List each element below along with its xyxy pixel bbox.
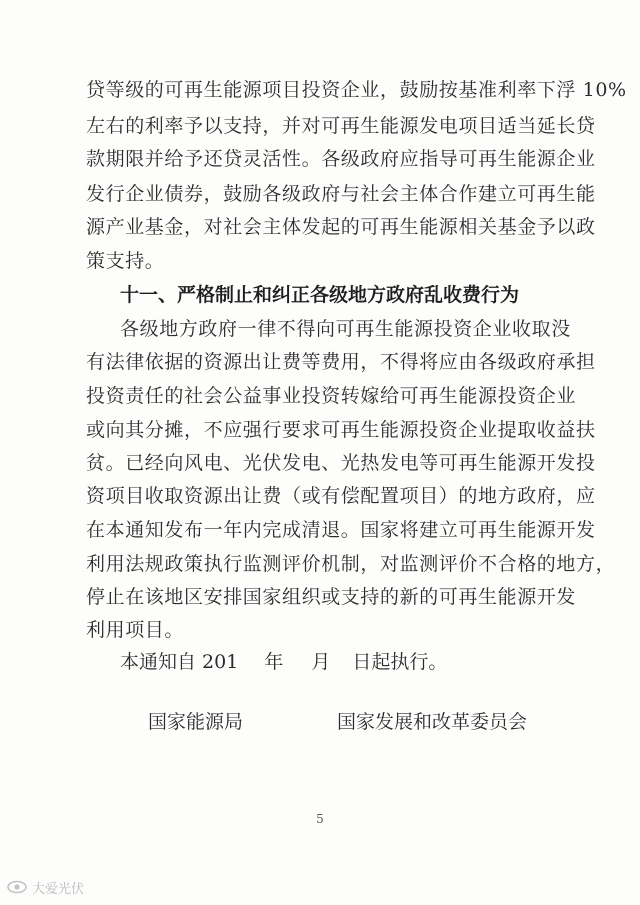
text-line: 源产业基金，对社会主体发起的可再生能源相关基金予以政 — [86, 216, 596, 238]
text-line: 有法律依据的资源出让费等费用，不得将应由各级政府承担 — [86, 351, 596, 373]
text-line: 利用项目。 — [86, 619, 185, 641]
text-line: 投资责任的社会公益事业投资转嫁给可再生能源投资企业 — [86, 385, 577, 407]
text-line: 贷等级的可再生能源项目投资企业，鼓励按基准利率下浮 10% — [86, 79, 627, 101]
effective-date-prefix: 本通知自 201 — [120, 651, 239, 673]
effective-date — [120, 650, 447, 674]
text-line: 左右的利率予以支持，并对可再生能源发电项目适当延长贷 — [86, 115, 596, 137]
text-line: 各级地方政府一律不得向可再生能源投资企业收取没 — [120, 318, 571, 340]
watermark-text: 大爱光伏 — [32, 881, 85, 897]
text-line: 贫。已经向风电、光伏发电、光热发电等可再生能源开发投 — [86, 452, 596, 474]
weibo-eye-icon — [6, 879, 28, 895]
text-line: 发行企业债券，鼓励各级政府与社会主体合作建立可再生能 — [86, 183, 596, 205]
text-line: 停止在该地区安排国家组织或支持的新的可再生能源开发 — [86, 586, 577, 608]
watermark — [6, 877, 84, 897]
effective-date-month: 月 — [311, 651, 331, 673]
text-line: 策支持。 — [86, 250, 165, 272]
text-line: 或向其分摊，不应强行要求可再生能源投资企业提取收益扶 — [86, 419, 596, 441]
text-line: 利用法规政策执行监测评价机制，对监测评价不合格的地方， — [86, 553, 616, 575]
text-line: 在本通知发布一年内完成清退。国家将建立可再生能源开发 — [86, 519, 596, 541]
text-line: 资项目收取资源出让费（或有偿配置项目）的地方政府，应 — [86, 485, 596, 507]
page-number: 5 — [316, 812, 324, 826]
text-line: 款期限并给予还贷灵活性。各级政府应指导可再生能源企业 — [86, 148, 596, 170]
signatory-ndrc: 国家发展和改革委员会 — [337, 711, 528, 733]
effective-date-year: 年 — [264, 651, 284, 673]
signatory-nea: 国家能源局 — [148, 711, 244, 733]
effective-date-suffix: 日起执行。 — [352, 651, 448, 673]
section-heading: 十一、严格制止和纠正各级地方政府乱收费行为 — [120, 284, 520, 306]
